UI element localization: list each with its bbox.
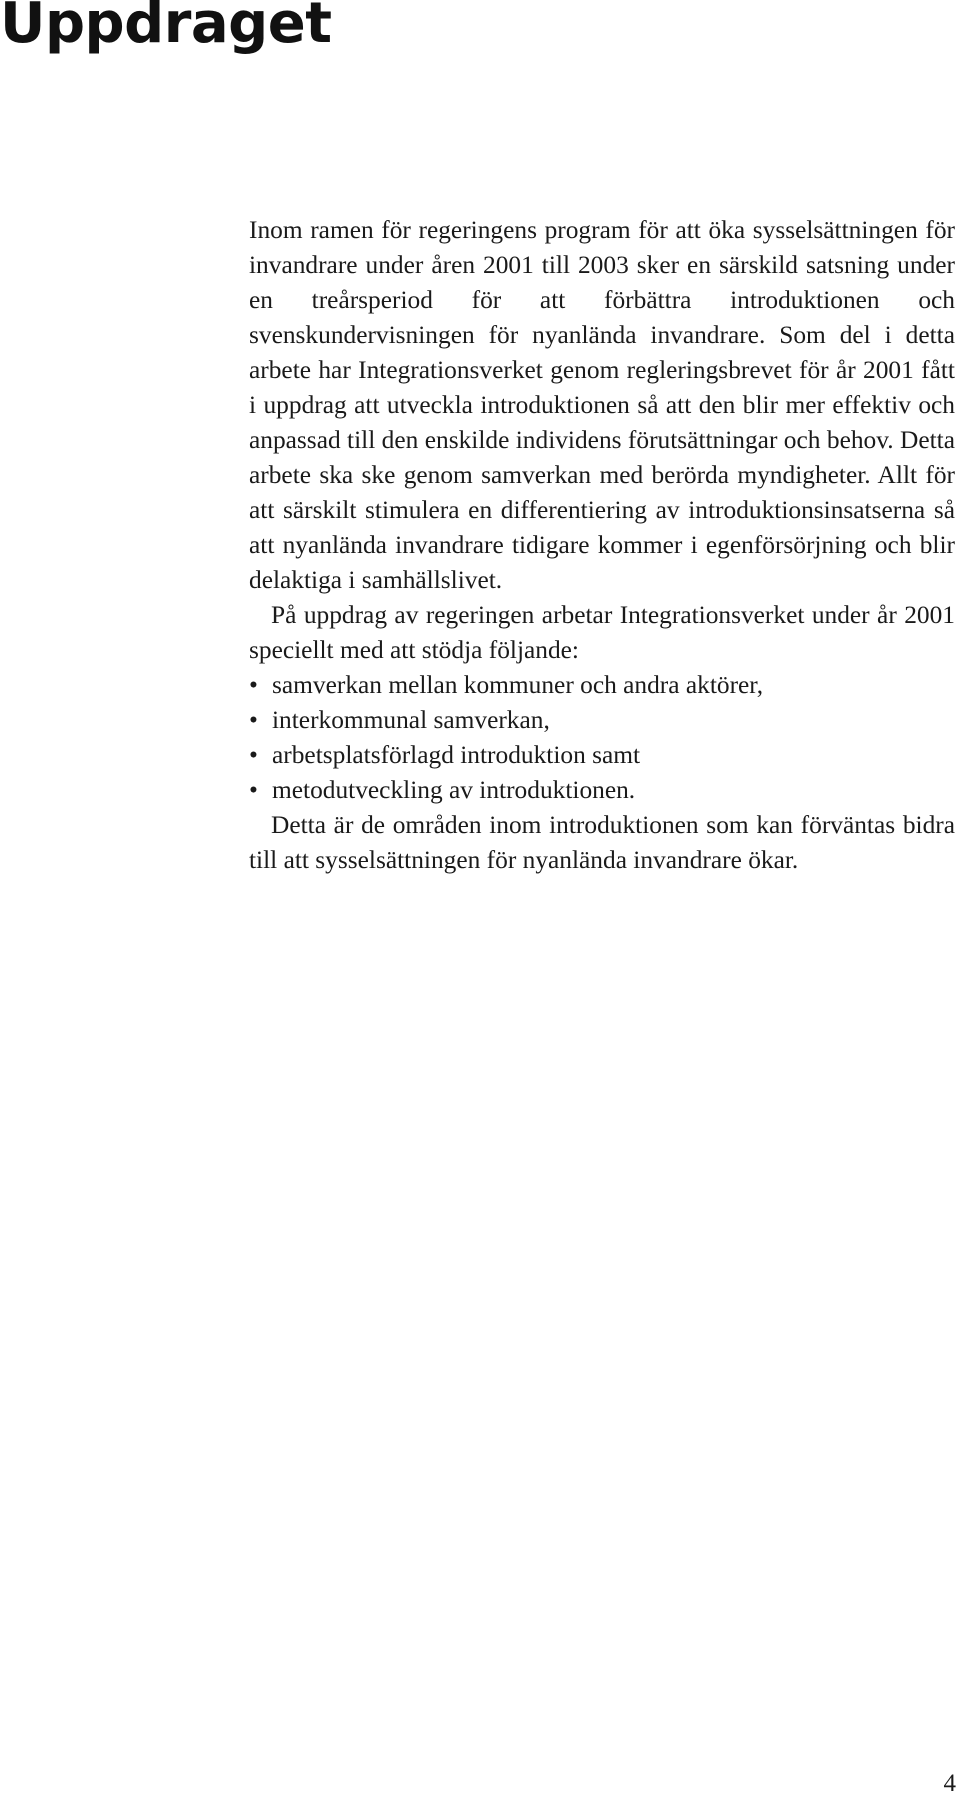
- intro-paragraph: Inom ramen för regeringens program för att öka sysselsättningen för invandrare under åren 2001 till 2003 sker en särskild satsning under en treårsperiod för att förbättra introduktionen och svenskundervisningen för nyanlända invandrare. Som del i detta arbete har Integrationsverket genom regleringsbrevet för år 2001 fått i uppdrag att utveckla introduktionen så att den blir mer effektiv och anpassad till den enskilde individens förutsättningar och behov. Detta arbete ska ske genom samverkan med berörda myndigheter. Allt för att särskilt stimulera en differentiering av introduktionsinsatserna så att nyanlända invandrare tidigare kommer i egenförsörjning och blir delaktiga i samhällslivet.: [249, 216, 955, 594]
- list-item-text: samverkan mellan kommuner och andra aktörer,: [272, 671, 764, 699]
- bullet-icon: •: [249, 706, 258, 734]
- list-item-text: interkommunal samverkan,: [272, 706, 550, 734]
- list-item: [249, 668, 955, 703]
- page-number: 4: [943, 1770, 956, 1797]
- bullet-icon: •: [249, 741, 258, 769]
- bullet-icon: •: [249, 671, 258, 699]
- list-item: [249, 738, 955, 773]
- bullet-icon: •: [249, 776, 258, 804]
- closing-paragraph: Detta är de områden inom introduktionen som kan förväntas bidra till att sysselsättningen för nyanlända invandrare ökar.: [249, 811, 955, 874]
- focus-area-list: [249, 668, 955, 808]
- list-item: [249, 703, 955, 738]
- page-title: Uppdraget: [0, 0, 332, 56]
- list-item: [249, 773, 955, 808]
- list-item-text: arbetsplatsförlagd introduktion samt: [272, 741, 641, 769]
- list-item-text: metodutveckling av introduktionen.: [272, 776, 636, 804]
- body-text: [249, 213, 955, 878]
- assignment-paragraph: På uppdrag av regeringen arbetar Integrationsverket under år 2001 speciellt med att stödja följande:: [249, 601, 955, 664]
